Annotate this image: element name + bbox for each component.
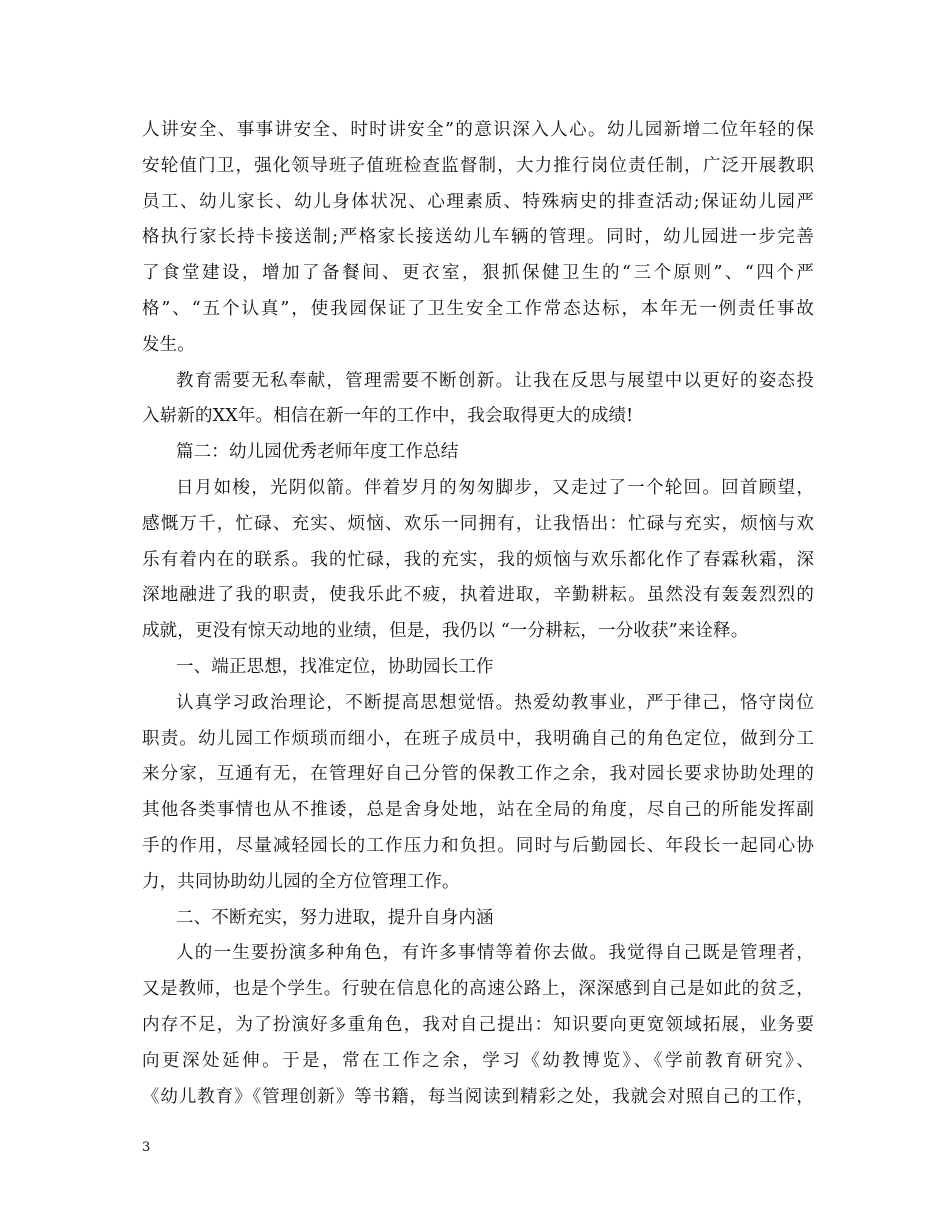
paragraph-line: 了食堂建设，增加了备餐间、更衣室，狠抓保健卫生的“三个原则”、“四个严 (142, 263, 814, 284)
paragraph-line: 感慨万千，忙碌、充实、烦恼、欢乐一同拥有，让我悟出：忙碌与充实，烦恼与欢 (142, 513, 814, 534)
paragraph-first-line: 教育需要无私奉献，管理需要不断创新。让我在反思与展望中以更好的姿态投 (176, 370, 814, 391)
paragraph-line: 来分家，互通有无，在管理好自己分管的保教工作之余，我对园长要求协助处理的 (142, 764, 814, 785)
paragraph-line: 发生。 (142, 334, 195, 355)
paragraph-line: 入崭新的XX年。相信在新一年的工作中，我会取得更大的成绩! (142, 406, 634, 427)
paragraph-line: 职责。幼儿园工作烦琐而细小，在班子成员中，我明确自己的角色定位，做到分工 (142, 728, 814, 749)
paragraph-line: 向更深处延伸。于是，常在工作之余，学习《幼教博览》、《学前教育研究》、 (142, 1050, 814, 1071)
body-text (142, 113, 814, 1115)
paragraph-line: 员工、幼儿家长、幼儿身体状况、心理素质、特殊病史的排查活动;保证幼儿园严 (142, 191, 814, 212)
paragraph-line: 乐有着内在的联系。我的忙碌，我的充实，我的烦恼与欢乐都化作了春霖秋霜，深 (142, 549, 814, 570)
paragraph-line: 人讲安全、事事讲安全、时时讲安全”的意识深入人心。幼儿园新增二位年轻的保 (142, 120, 814, 140)
paragraph-first-line: 认真学习政治理论，不断提高思想觉悟。热爱幼教事业，严于律己，恪守岗位 (176, 692, 814, 713)
section-heading: 二、不断充实，努力进取，提升自身内涵 (176, 907, 494, 928)
paragraph-line: 安轮值门卫，强化领导班子值班检查监督制，大力推行岗位责任制，广泛开展教职 (142, 155, 814, 176)
paragraph-line: 成就，更没有惊天动地的业绩，但是，我仍以 “一分耕耘，一分收获”来诠释。 (142, 621, 749, 642)
paragraph-line: 手的作用，尽量减轻园长的工作压力和负担。同时与后勤园长、年段长一起同心协 (142, 835, 814, 856)
paragraph-first-line: 人的一生要扮演多种角色，有许多事情等着你去做。我觉得自己既是管理者， (176, 943, 814, 964)
paragraph-line: 又是教师，也是个学生。行驶在信息化的高速公路上，深深感到自己是如此的贫乏， (142, 979, 814, 1000)
paragraph-line: 《幼儿教育》《管理创新》等书籍，每当阅读到精彩之处，我就会对照自己的工作， (142, 1086, 814, 1107)
paragraph-first-line: 日月如梭，光阴似箭。伴着岁月的匆匆脚步，又走过了一个轮回。回首顾望， (176, 477, 814, 498)
section-title: 篇二：幼儿园优秀老师年度工作总结 (176, 442, 459, 463)
paragraph-line: 其他各类事情也从不推诿，总是舍身处地，站在全局的角度，尽自己的所能发挥副 (142, 800, 814, 821)
paragraph-line: 内存不足，为了扮演好多重角色，我对自己提出：知识要向更宽领域拓展，业务要 (142, 1014, 814, 1035)
paragraph-line: 力，共同协助幼儿园的全方位管理工作。 (142, 871, 460, 892)
paragraph-line: 格”、“五个认真”，使我园保证了卫生安全工作常态达标，本年无一例责任事故 (142, 298, 814, 319)
paragraph-line: 格执行家长持卡接送制;严格家长接送幼儿车辆的管理。同时，幼儿园进一步完善 (142, 227, 814, 248)
page-number: 3 (142, 1140, 151, 1155)
paragraph-line: 深地融进了我的职责，使我乐此不疲，执着进取，辛勤耕耘。虽然没有轰轰烈烈的 (142, 585, 814, 606)
section-heading: 一、端正思想，找准定位，协助园长工作 (176, 656, 494, 677)
